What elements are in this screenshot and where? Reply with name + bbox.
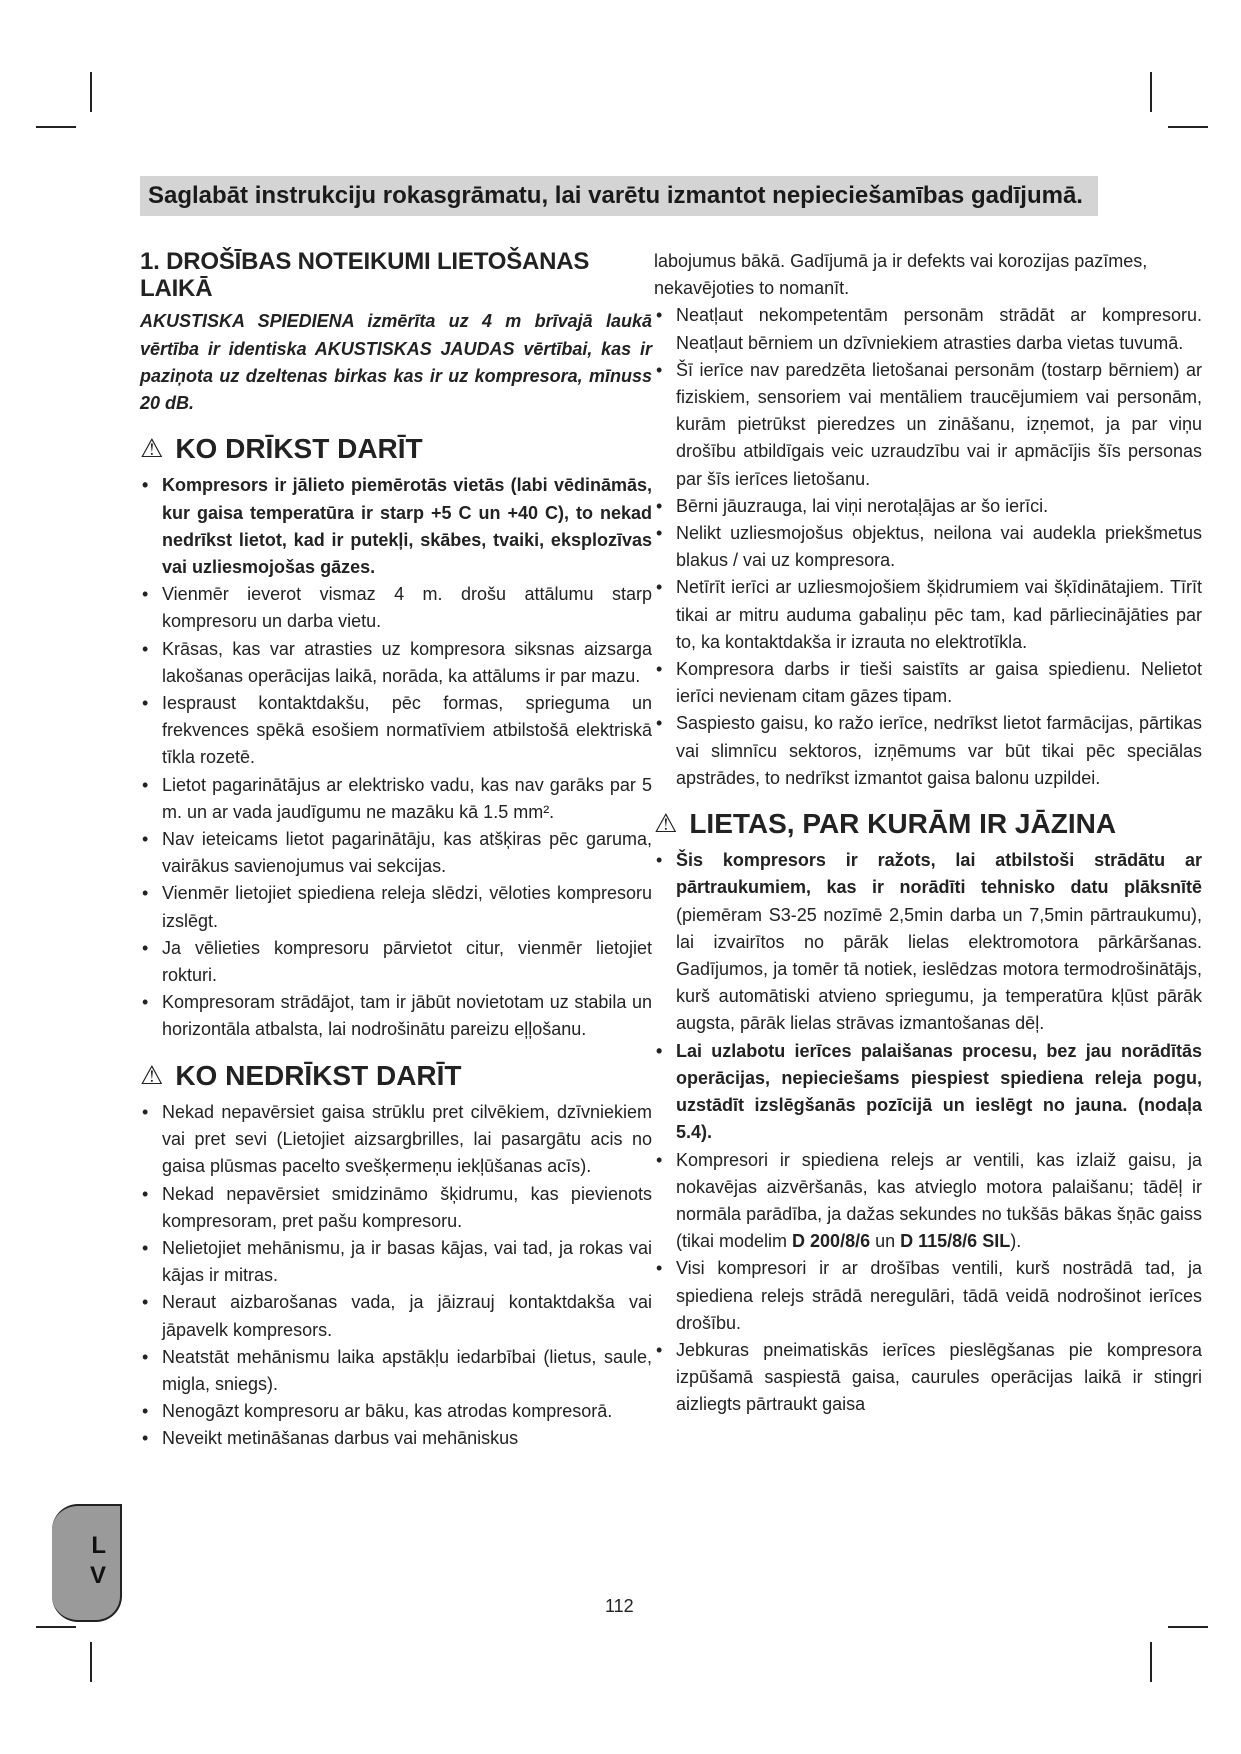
list-item: • Ja vēlieties kompresoru pārvietot citur, vienmēr lietojiet rokturi.: [140, 935, 652, 989]
list-item: • Kompresors ir jālieto piemērotās vietās (labi vēdināmās, kur gaisa temperatūra ir starp +5 C un +40 C), to nekad nedrīkst lietot, kad ir putekļi, skābes, tvaiki, eksplozīvas vai uzliesmojošas gāzes.: [140, 472, 652, 581]
continuation-text: labojumus bākā. Gadījumā ja ir defekts vai korozijas pazīmes, nekavējoties to nomanīt.: [654, 251, 1148, 299]
left-column: [140, 248, 652, 1453]
language-tab: [52, 1504, 122, 1622]
list-item: • Nenogāzt kompresoru ar bāku, kas atrodas kompresorā.: [140, 1398, 652, 1425]
warning-triangle-icon: ⚠: [140, 1059, 164, 1090]
list-item: • Neraut aizbarošanas vada, ja jāizrauj kontaktdakša vai jāpavelk kompresors.: [140, 1289, 652, 1343]
relief-valve-end: ).: [1010, 1231, 1022, 1252]
dos-list: [140, 472, 652, 1043]
list-item: • Nelietojiet mehānismu, ja ir basas kājas, vai tad, ja rokas vai kājas ir mitras.: [140, 1235, 652, 1289]
list-item: • Lietot pagarinātājus ar elektrisko vadu, kas nav garāks par 5 m. un ar vada jaudīgumu ne mazāku kā 1.5 mm².: [140, 772, 652, 826]
section-title: 1. DROŠĪBAS NOTEIKUMI LIETOŠANAS LAIKĀ: [140, 248, 590, 303]
list-item: • Lai uzlabotu ierīces palaišanas procesu, bez jau norādītās operācijas, nepieciešams piespiest spiediena releja pogu, uzstādīt izslēgšanās pozīcijā un ieslēgt no jauna. (nodaļa 5.4).: [654, 1038, 1202, 1147]
language-tab-letter: V: [89, 1562, 106, 1589]
list-item: • Neatļaut nekompetentām personām strādāt ar kompresoru. Neatļaut bērniem un dzīvniekiem atrasties darba vietas tuvumā.: [654, 302, 1202, 356]
list-item: • Neveikt metināšanas darbus vai mehāniskus: [140, 1425, 652, 1452]
list-item: • Nelikt uzliesmojošus objektus, neilona vai audekla priekšmetus blakus / vai uz kompresora.: [654, 520, 1202, 574]
crop-mark: [36, 126, 76, 128]
model-name: D 115/8/6 SIL: [900, 1231, 1011, 1252]
page-number: 112: [605, 1596, 634, 1616]
right-dos-list: [654, 302, 1202, 792]
list-item: • Bērni jāuzrauga, lai viņi nerotaļājas ar šo ierīci.: [654, 493, 1202, 520]
duty-cycle-bold: Šis kompresors ir ražots, lai atbilstoši strādātu ar pārtraukumiem, kas ir norādīti tehnisko datu plāksnītē: [676, 850, 1202, 898]
duty-cycle-text: (piemēram S3-25 nozīmē 2,5min darba un 7,5min pārtraukumu), lai izvairītos no pārāk lielas elektromotora pārkāršanas. Gadījumos, ja tomēr tā notiek, ieslēdzas motora termodrošinātājs, kurš automātiski atvieno spriegumu, ja temperatūra kļūst pārāk augsta, pārāk lielas strāvas izmantošanas dēļ.: [676, 904, 1202, 1034]
things-title: LIETAS, PAR KURĀM IR JĀZINA: [689, 808, 1117, 840]
crop-mark: [90, 72, 92, 112]
list-item: • Visi kompresori ir ar drošības ventili, kurš nostrādā tad, ja spiediena relejs strādā neregulāri, tādā veidā nodrošinot ierīces drošību.: [654, 1255, 1202, 1337]
acoustic-note: AKUSTISKA SPIEDIENA izmērīta uz 4 m brīvajā laukā vērtība ir identiska AKUSTISKAS JAUDAS vērtībai, kas ir paziņota uz dzeltenas birkas kas ir uz kompresora, mīnuss 20 dB.: [140, 311, 652, 414]
list-item: • Šī ierīce nav paredzēta lietošanai personām (tostarp bērniem) ar fiziskiem, sensoriem vai mentāliem traucējumiem vai personām, kurām pietrūkst pieredzes un zināšanu, izņemot, ja par viņu drošību atbildīgais veic uzraudzību vai ir apmācījis šīs personas par šīs ierīces lietošanu.: [654, 357, 1202, 493]
list-item: • Vienmēr ieverot vismaz 4 m. drošu attālumu starp kompresoru un darba vietu.: [140, 581, 652, 635]
list-item: [654, 847, 1202, 1037]
list-item: • Krāsas, kas var atrasties uz kompresora siksnas aizsarga lakošanas operācijas laikā, norāda, ka attālums ir par mazu.: [140, 636, 652, 690]
dos-heading: [140, 433, 652, 465]
model-name: D 200/8/6: [792, 1231, 871, 1252]
list-item: • Nekad nepavērsiet gaisa strūklu pret cilvēkiem, dzīvniekiem vai pret sevi (Lietojiet aizsargbrilles, lai pasargātu acis no gaisa plūsmas pacelto svešķermeņu iekļūšanas acīs).: [140, 1099, 652, 1181]
warning-triangle-icon: ⚠: [140, 433, 164, 464]
crop-mark: [1150, 72, 1152, 112]
crop-mark: [90, 1642, 92, 1682]
list-item: • Iespraust kontaktdakšu, pēc formas, sprieguma un frekvences spēkā esošiem normatīviem atbilstošā elektriskā tīkla rozetē.: [140, 690, 652, 772]
right-column: [654, 248, 1202, 1419]
crop-mark: [1168, 1626, 1208, 1628]
donts-list: [140, 1099, 652, 1453]
list-item: • Kompresora darbs ir tieši saistīts ar gaisa spiedienu. Nelietot ierīci nevienam citam gāzes tipam.: [654, 656, 1202, 710]
list-item: • Nav ieteicams lietot pagarinātāju, kas atšķiras pēc garuma, vairākus savienojumus vai sekcijas.: [140, 826, 652, 880]
things-list: [654, 847, 1202, 1418]
things-heading: [654, 808, 1202, 840]
donts-title: KO NEDRĪKST DARĪT: [175, 1059, 462, 1091]
warning-triangle-icon: ⚠: [654, 808, 678, 839]
list-item: • Netīrīt ierīci ar uzliesmojošiem šķidrumiem vai šķīdinātajiem. Tīrīt tikai ar mitru auduma gabaliņu pēc tam, kad pārliecinājāties par to, ka kontaktdakša ir izrauta no elektrotīkla.: [654, 574, 1202, 656]
crop-mark: [1168, 126, 1208, 128]
list-item: • Vienmēr lietojiet spiediena releja slēdzi, vēloties kompresoru izslēgt.: [140, 880, 652, 934]
language-tab-letter: L: [91, 1532, 106, 1559]
list-item: • Nekad nepavērsiet smidzināmo šķidrumu, kas pievienots kompresoram, pret pašu kompresoru.: [140, 1181, 652, 1235]
instruction-banner: Saglabāt instrukciju rokasgrāmatu, lai varētu izmantot nepieciešamības gadījumā.: [140, 176, 1098, 216]
model-join: un: [870, 1231, 901, 1252]
list-item: • Saspiesto gaisu, ko ražo ierīce, nedrīkst lietot farmācijas, pārtikas vai slimnīcu sektoros, izņēmums var būt tikai pēc speciālas apstrādes, to nedrīkst izmantot gaisa balonu uzpildei.: [654, 710, 1202, 792]
crop-mark: [36, 1626, 76, 1628]
relief-valve-text: Kompresori ir spiediena relejs ar ventili, kas izlaiž gaisu, ja nokavējas aizvēršanās, kas atvieglo motora palaišanu; tādēļ ir normāla parādība, ja dažas sekundes no tukšās bākas šņāc gaiss (tikai modelim: [676, 1149, 1202, 1252]
crop-mark: [1150, 1642, 1152, 1682]
list-item: [654, 1147, 1202, 1256]
list-item: • Jebkuras pneimatiskās ierīces pieslēgšanas pie kompresora izpūšamā saspiestā gaisa, caurules operācijas laikā ir stingri aizliegts pārtraukt gaisa: [654, 1337, 1202, 1419]
dos-title: KO DRĪKST DARĪT: [175, 433, 423, 465]
list-item: • Kompresoram strādājot, tam ir jābūt novietotam uz stabila un horizontāla atbalsta, lai nodrošinātu pareizu eļļošanu.: [140, 989, 652, 1043]
donts-heading: [140, 1059, 652, 1091]
list-item: • Neatstāt mehānismu laika apstākļu iedarbībai (lietus, saule, migla, sniegs).: [140, 1344, 652, 1398]
